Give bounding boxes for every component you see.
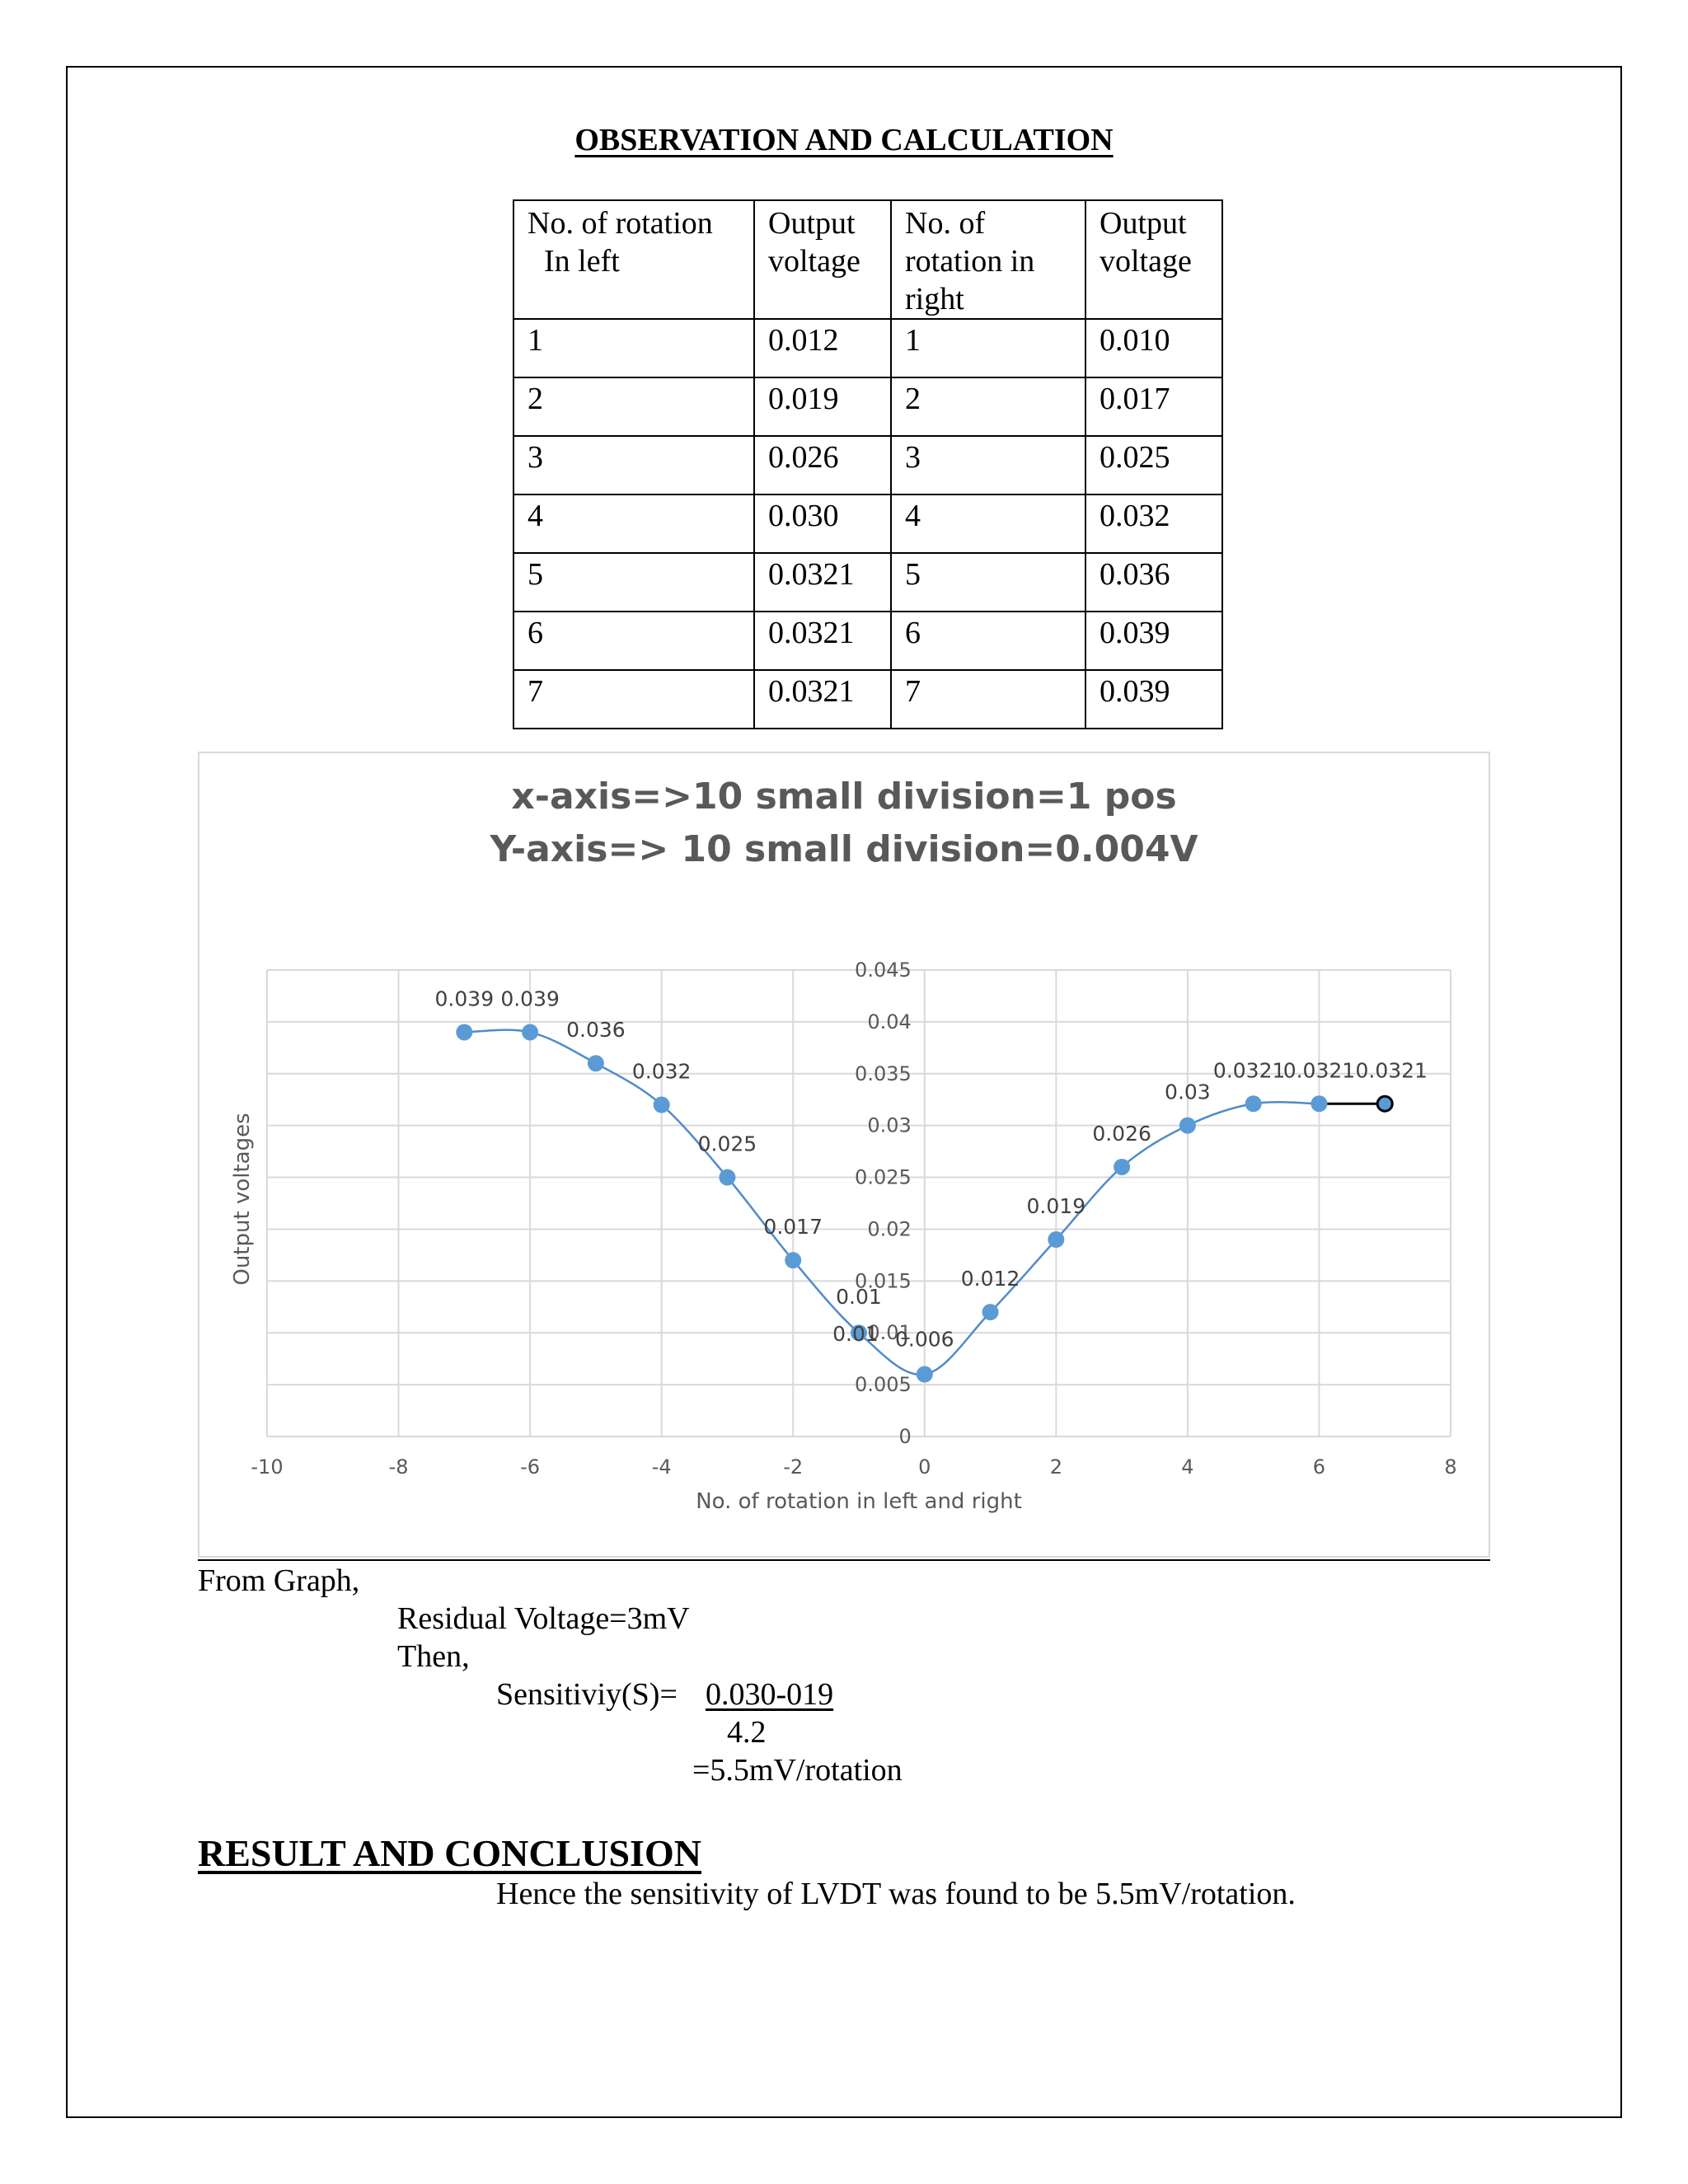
chart-frame xyxy=(198,752,1490,1558)
x-tick-label: 6 xyxy=(1312,1455,1326,1479)
residual-voltage-text: Residual Voltage=3mV xyxy=(397,1601,690,1636)
table-row xyxy=(513,553,1222,612)
header-text: voltage xyxy=(768,244,860,279)
table-cell: 7 xyxy=(891,670,1085,729)
y-tick-label: 0.025 xyxy=(855,1165,912,1189)
header-cell-right-voltage xyxy=(1085,200,1222,319)
chart-title-line-2: Y-axis=> 10 small division=0.004V xyxy=(490,828,1198,870)
table-cell: 1 xyxy=(513,319,754,377)
header-text: rotation in xyxy=(905,244,1035,279)
y-tick-label: 0.03 xyxy=(867,1113,912,1137)
data-label: 0.03 xyxy=(1165,1080,1211,1104)
table-row xyxy=(513,670,1222,729)
y-tick-label: 0.015 xyxy=(855,1269,912,1293)
data-label: 0.0321 xyxy=(1282,1058,1356,1083)
y-tick-labels xyxy=(855,958,912,1448)
table-cell: 0.030 xyxy=(754,494,891,553)
data-label: 0.0321 xyxy=(1212,1058,1286,1083)
sensitivity-label: Sensitiviy(S)= xyxy=(496,1677,678,1712)
header-text: In left xyxy=(544,244,620,279)
header-cell-right-rotation xyxy=(891,200,1085,319)
data-point xyxy=(654,1097,670,1113)
table-cell: 0.039 xyxy=(1085,670,1222,729)
result-text: Hence the sensitivity of LVDT was found to be 5.5mV/rotation. xyxy=(496,1877,1296,1911)
y-tick-label: 0.01 xyxy=(867,1321,912,1345)
table-cell: 0.019 xyxy=(754,377,891,436)
data-point xyxy=(522,1024,538,1040)
x-tick-label: 0 xyxy=(918,1455,931,1479)
x-tick-label: -8 xyxy=(388,1455,409,1479)
data-point xyxy=(1048,1231,1064,1248)
header-cell-left-voltage xyxy=(754,200,891,319)
extension-point xyxy=(1377,1096,1392,1111)
data-label: 0.039 xyxy=(434,987,495,1011)
data-label: 0.032 xyxy=(631,1059,692,1084)
data-point xyxy=(1311,1095,1327,1112)
table-cell: 5 xyxy=(513,553,754,612)
sensitivity-result: =5.5mV/rotation xyxy=(692,1753,903,1788)
sensitivity-denominator: 4.2 xyxy=(727,1715,767,1750)
table-cell: 3 xyxy=(891,436,1085,494)
table-cell: 4 xyxy=(513,494,754,553)
table-cell: 0.025 xyxy=(1085,436,1222,494)
x-tick-label: -10 xyxy=(251,1455,284,1479)
voltage-chart xyxy=(199,753,1489,1556)
data-point xyxy=(456,1024,472,1040)
data-point xyxy=(588,1055,604,1071)
header-text: right xyxy=(905,282,964,316)
table-cell: 0.012 xyxy=(754,319,891,377)
sensitivity-numerator: 0.030-019 xyxy=(706,1677,834,1712)
section-heading: OBSERVATION AND CALCULATION xyxy=(574,123,1114,157)
table-cell: 0.017 xyxy=(1085,377,1222,436)
y-tick-label: 0.005 xyxy=(855,1373,912,1397)
divider-rule xyxy=(198,1559,1490,1561)
header-text: voltage xyxy=(1100,244,1192,279)
data-label: 0.0321 xyxy=(1355,1058,1428,1083)
table-row xyxy=(513,436,1222,494)
data-point xyxy=(982,1304,999,1320)
data-label: 0.006 xyxy=(894,1327,954,1352)
x-tick-label: -2 xyxy=(783,1455,804,1479)
table-cell: 4 xyxy=(891,494,1085,553)
chart-title-line-1: x-axis=>10 small division=1 pos xyxy=(511,776,1177,818)
table-cell: 0.039 xyxy=(1085,612,1222,670)
data-label: 0.017 xyxy=(763,1215,823,1240)
table-cell: 0.026 xyxy=(754,436,891,494)
data-label: 0.036 xyxy=(566,1018,626,1043)
data-point xyxy=(917,1366,933,1383)
table-cell: 5 xyxy=(891,553,1085,612)
table-row xyxy=(513,319,1222,377)
data-point xyxy=(785,1252,801,1268)
table-cell: 0.010 xyxy=(1085,319,1222,377)
table-header-row xyxy=(513,200,1222,319)
x-tick-label: 8 xyxy=(1444,1455,1457,1479)
data-label: 0.025 xyxy=(697,1132,757,1156)
x-tick-label: 2 xyxy=(1049,1455,1062,1479)
table-cell: 2 xyxy=(891,377,1085,436)
table-cell: 2 xyxy=(513,377,754,436)
header-text: Output xyxy=(768,206,856,241)
y-tick-label: 0.04 xyxy=(867,1010,912,1033)
header-text: Output xyxy=(1100,206,1187,241)
y-tick-label: 0.02 xyxy=(867,1217,912,1241)
table-row xyxy=(513,377,1222,436)
table-row xyxy=(513,494,1222,553)
data-label-extra: 0.01 xyxy=(832,1322,879,1347)
header-text: No. of xyxy=(905,206,986,241)
y-tick-label: 0 xyxy=(898,1425,912,1448)
x-axis-label: No. of rotation in left and right xyxy=(696,1489,1022,1514)
table-cell: 0.0321 xyxy=(754,670,891,729)
x-tick-label: -6 xyxy=(520,1455,541,1479)
table-cell: 0.0321 xyxy=(754,612,891,670)
x-tick-label: -4 xyxy=(651,1455,672,1479)
data-point xyxy=(1245,1095,1262,1112)
y-tick-label: 0.045 xyxy=(855,958,912,982)
data-label: 0.01 xyxy=(836,1285,882,1310)
table-cell: 7 xyxy=(513,670,754,729)
then-text: Then, xyxy=(397,1639,470,1674)
header-text: No. of rotation xyxy=(528,206,713,241)
x-tick-label: 4 xyxy=(1181,1455,1194,1479)
table-cell: 6 xyxy=(891,612,1085,670)
table-cell: 3 xyxy=(513,436,754,494)
chart-grid xyxy=(267,970,1451,1436)
data-point xyxy=(1114,1159,1130,1175)
observation-table xyxy=(513,199,1223,729)
table-cell: 6 xyxy=(513,612,754,670)
data-point xyxy=(719,1169,735,1186)
data-label: 0.039 xyxy=(500,987,560,1011)
data-label: 0.012 xyxy=(960,1267,1020,1291)
data-label: 0.019 xyxy=(1026,1194,1086,1219)
table-cell: 0.036 xyxy=(1085,553,1222,612)
table-cell: 1 xyxy=(891,319,1085,377)
table-cell: 0.032 xyxy=(1085,494,1222,553)
data-point xyxy=(1179,1118,1196,1134)
y-axis-label: Output voltages xyxy=(230,1113,255,1286)
from-graph-text: From Graph, xyxy=(198,1563,360,1598)
result-heading: RESULT AND CONCLUSION xyxy=(198,1832,701,1874)
header-cell-left-rotation xyxy=(513,200,754,319)
table-cell: 0.0321 xyxy=(754,553,891,612)
x-tick-labels xyxy=(251,1455,1456,1479)
data-label: 0.026 xyxy=(1092,1121,1151,1146)
y-tick-label: 0.035 xyxy=(855,1062,912,1085)
table-row xyxy=(513,612,1222,670)
